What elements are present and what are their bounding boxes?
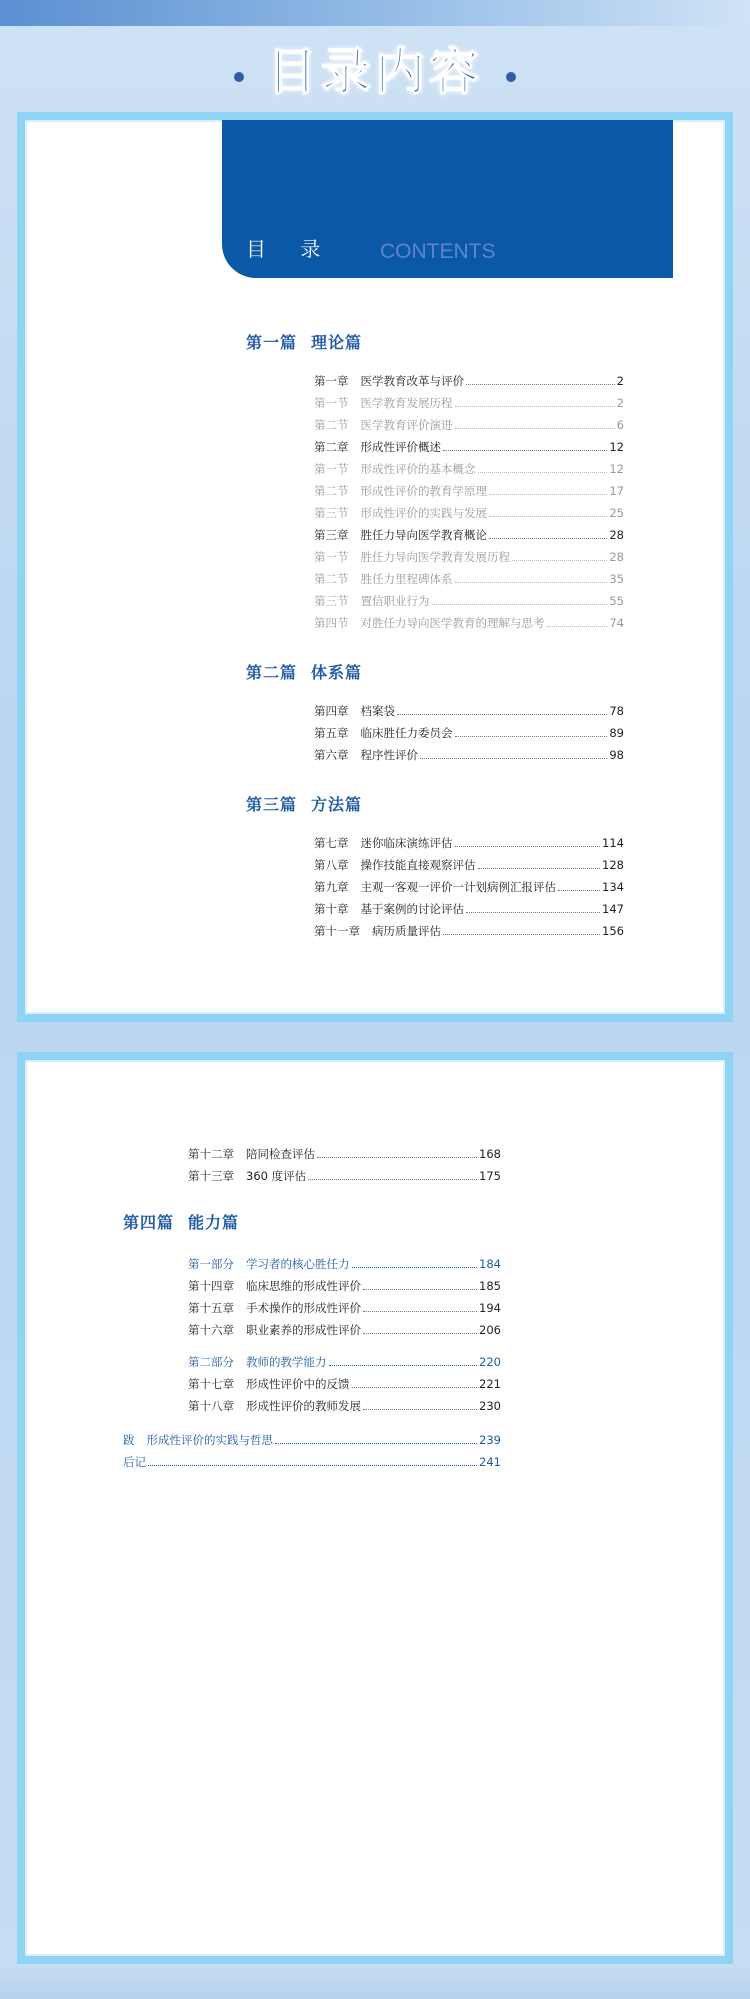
toc-entry-title: 医学教育改革与评价: [360, 374, 464, 388]
leader-dots: [489, 494, 607, 495]
toc-entry-page: 2: [616, 396, 624, 410]
toc-entry-label: 第十章: [314, 902, 349, 916]
leader-dots: [363, 1409, 477, 1410]
toc-entry[interactable]: [314, 502, 624, 524]
toc-entry-page: 168: [479, 1147, 501, 1161]
toc-entry[interactable]: [314, 612, 624, 634]
header-right-dot: [506, 72, 516, 82]
toc-entry-label: 第二节: [314, 418, 349, 432]
leader-dots: [466, 912, 600, 913]
toc-entry-label: 第三节: [314, 506, 349, 520]
toc-page-2: [17, 1052, 733, 1964]
toc-entry[interactable]: [314, 744, 624, 766]
toc-entry-label: 第五章: [314, 726, 349, 740]
toc-entry-label: 第三章: [314, 528, 349, 542]
leader-dots: [363, 1311, 477, 1312]
toc-entry-page: 230: [479, 1399, 501, 1413]
toc-entry-title: 360 度评估: [246, 1169, 307, 1183]
toc-entry-label: 第四章: [314, 704, 349, 718]
toc-entry-page: 175: [479, 1169, 501, 1183]
toc-entry-title: 陪同检查评估: [246, 1147, 315, 1161]
toc-page-1: [17, 112, 733, 1022]
leader-dots: [455, 428, 615, 429]
leader-dots: [317, 1157, 477, 1158]
toc-entry-label: 第十八章: [188, 1399, 234, 1413]
toc-entry-title: 档案袋: [360, 704, 395, 718]
toc-list: [188, 1253, 501, 1341]
toc-entry-page: 185: [479, 1279, 501, 1293]
toc-entry-page: 28: [609, 528, 624, 542]
leader-dots: [489, 516, 607, 517]
part-heading: [246, 792, 362, 815]
leader-dots: [275, 1443, 477, 1444]
toc-entry-page: 89: [609, 726, 624, 740]
toc-entry-title: 教师的教学能力: [246, 1355, 327, 1369]
leader-dots: [455, 406, 615, 407]
toc-list: [188, 1143, 501, 1187]
toc-list: [123, 1429, 501, 1473]
toc-entry-label: 第二节: [314, 572, 349, 586]
part-number: 第四篇: [123, 1213, 175, 1232]
toc-entry-title: 操作技能直接观察评估: [360, 858, 476, 872]
toc-entry[interactable]: [314, 854, 624, 876]
page-title: 目录内容: [267, 43, 483, 101]
toc-list: [314, 370, 624, 634]
toc-entry-title: 主观一客观一评价一计划病例汇报评估: [360, 880, 556, 894]
leader-dots: [478, 472, 608, 473]
toc-entry-label: 第一节: [314, 396, 349, 410]
toc-list: [314, 700, 624, 766]
toc-entry[interactable]: [314, 392, 624, 414]
toc-entry-page: 194: [479, 1301, 501, 1315]
toc-entry-label: 第一部分: [188, 1257, 234, 1271]
leader-dots: [397, 714, 607, 715]
leader-dots: [443, 934, 600, 935]
toc-entry-page: 114: [602, 836, 624, 850]
leader-dots: [308, 1179, 477, 1180]
toc-entry-label: 第十五章: [188, 1301, 234, 1315]
toc-entry-page: 17: [609, 484, 624, 498]
toc-entry-page: 239: [479, 1433, 501, 1447]
leader-dots: [547, 626, 608, 627]
toc-list: [188, 1351, 501, 1417]
toc-entry-title: 程序性评价: [360, 748, 418, 762]
part-number: 第三篇: [246, 795, 298, 814]
toc-entry-title: 胜任力导向医学教育发展历程: [360, 550, 510, 564]
toc-entry-title: 基于案例的讨论评估: [360, 902, 464, 916]
toc-entry[interactable]: [314, 458, 624, 480]
toc-entry-label: 第十二章: [188, 1147, 234, 1161]
toc-entry-label: 第十一章: [314, 924, 360, 938]
contents-banner: [222, 120, 673, 278]
part-heading: [246, 330, 362, 353]
toc-entry-page: 206: [479, 1323, 501, 1337]
toc-entry-title: 形成性评价中的反馈: [246, 1377, 350, 1391]
leader-dots: [455, 582, 608, 583]
toc-entry-title: 职业素养的形成性评价: [246, 1323, 361, 1337]
toc-entry-page: 12: [609, 462, 624, 476]
leader-dots: [455, 846, 601, 847]
toc-entry-page: 12: [609, 440, 624, 454]
toc-entry[interactable]: [188, 1319, 501, 1341]
toc-entry[interactable]: [123, 1451, 501, 1473]
toc-entry[interactable]: [188, 1253, 501, 1275]
toc-entry-page: 221: [479, 1377, 501, 1391]
toc-entry-title: 医学教育发展历程: [360, 396, 453, 410]
leader-dots: [352, 1267, 478, 1268]
header-left-dot: [234, 72, 244, 82]
part-name: 能力篇: [188, 1213, 240, 1232]
toc-entry-title: 迷你临床演练评估: [360, 836, 453, 850]
toc-entry[interactable]: [314, 546, 624, 568]
toc-entry-title: 病历质量评估: [372, 924, 441, 938]
toc-entry[interactable]: [314, 590, 624, 612]
toc-entry-title: 形成性评价的教育学原理: [360, 484, 487, 498]
part-name: 方法篇: [311, 795, 363, 814]
toc-entry-label: 第一节: [314, 550, 349, 564]
toc-entry[interactable]: [314, 722, 624, 744]
toc-entry[interactable]: [314, 370, 624, 392]
toc-entry-page: 35: [609, 572, 624, 586]
toc-entry-title: 形成性评价的实践与发展: [360, 506, 487, 520]
toc-entry-title: 对胜任力导向医学教育的理解与思考: [360, 616, 545, 630]
leader-dots: [558, 890, 600, 891]
toc-entry[interactable]: [314, 436, 624, 458]
toc-entry-title: 手术操作的形成性评价: [246, 1301, 361, 1315]
toc-entry-title: 胜任力里程碑体系: [360, 572, 453, 586]
part-name: 体系篇: [311, 663, 363, 682]
leader-dots: [363, 1289, 477, 1290]
toc-entry-label: 第十七章: [188, 1377, 234, 1391]
leader-dots: [489, 538, 607, 539]
leader-dots: [420, 758, 607, 759]
leader-dots: [352, 1387, 478, 1388]
toc-entry-label: 第八章: [314, 858, 349, 872]
toc-entry[interactable]: [314, 568, 624, 590]
toc-entry[interactable]: [188, 1143, 501, 1165]
toc-entry-page: 156: [602, 924, 624, 938]
toc-entry-label: 第十六章: [188, 1323, 234, 1337]
part-number: 第二篇: [246, 663, 298, 682]
toc-entry[interactable]: [314, 480, 624, 502]
toc-entry-label: 跋: [123, 1433, 135, 1447]
toc-entry-title: 形成性评价的教师发展: [246, 1399, 361, 1413]
toc-entry-page: 74: [609, 616, 624, 630]
toc-entry-page: 25: [609, 506, 624, 520]
toc-entry[interactable]: [314, 700, 624, 722]
banner-contents-label: CONTENTS: [380, 240, 496, 263]
toc-entry[interactable]: [188, 1395, 501, 1417]
toc-entry-page: 128: [602, 858, 624, 872]
toc-entry-title: 形成性评价概述: [360, 440, 441, 454]
toc-entry-title: 置信职业行为: [360, 594, 430, 608]
leader-dots: [512, 560, 607, 561]
toc-entry[interactable]: [188, 1297, 501, 1319]
toc-entry[interactable]: [314, 832, 624, 854]
toc-entry[interactable]: [123, 1429, 501, 1451]
toc-entry-title: 临床胜任力委员会: [360, 726, 453, 740]
leader-dots: [443, 450, 607, 451]
toc-entry[interactable]: [188, 1275, 501, 1297]
toc-entry-label: 第三节: [314, 594, 349, 608]
toc-entry-label: 第二节: [314, 484, 349, 498]
toc-entry[interactable]: [314, 920, 624, 942]
toc-entry[interactable]: [188, 1351, 501, 1373]
top-decoration-strip: [0, 0, 750, 26]
leader-dots: [478, 868, 601, 869]
bottom-decoration-strip: [0, 1964, 750, 1999]
toc-entry-page: 134: [602, 880, 624, 894]
toc-entry[interactable]: [188, 1165, 501, 1187]
toc-entry-page: 147: [602, 902, 624, 916]
toc-entry-title: 胜任力导向医学教育概论: [360, 528, 487, 542]
toc-list: [314, 832, 624, 942]
part-heading: [123, 1210, 239, 1233]
toc-entry-label: 第七章: [314, 836, 349, 850]
part-heading: [246, 660, 362, 683]
toc-entry[interactable]: [188, 1373, 501, 1395]
toc-entry-title: 形成性评价的基本概念: [360, 462, 476, 476]
toc-entry-label: 第二章: [314, 440, 349, 454]
toc-entry-label: 第二部分: [188, 1355, 234, 1369]
toc-entry-label: 后记: [123, 1455, 146, 1469]
toc-entry[interactable]: [314, 524, 624, 546]
leader-dots: [455, 736, 608, 737]
toc-entry-label: 第九章: [314, 880, 349, 894]
toc-entry-label: 第一节: [314, 462, 349, 476]
toc-entry-label: 第一章: [314, 374, 349, 388]
toc-entry-title: 医学教育评价演进: [360, 418, 453, 432]
toc-entry[interactable]: [314, 414, 624, 436]
toc-entry[interactable]: [314, 898, 624, 920]
part-name: 理论篇: [311, 333, 363, 352]
leader-dots: [148, 1465, 477, 1466]
toc-entry[interactable]: [314, 876, 624, 898]
toc-entry-page: 220: [479, 1355, 501, 1369]
toc-entry-page: 184: [479, 1257, 501, 1271]
leader-dots: [466, 384, 615, 385]
toc-entry-page: 2: [616, 374, 624, 388]
toc-entry-page: 78: [609, 704, 624, 718]
toc-entry-page: 98: [609, 748, 624, 762]
toc-entry-page: 28: [609, 550, 624, 564]
page-header: [0, 26, 750, 110]
toc-entry-title: 临床思维的形成性评价: [246, 1279, 361, 1293]
toc-entry-page: 6: [616, 418, 624, 432]
toc-entry-title: 学习者的核心胜任力: [246, 1257, 350, 1271]
leader-dots: [432, 604, 608, 605]
toc-entry-label: 第六章: [314, 748, 349, 762]
toc-entry-label: 第十三章: [188, 1169, 234, 1183]
banner-mulu-label: 目 录: [246, 237, 335, 261]
leader-dots: [329, 1365, 478, 1366]
toc-entry-title: 形成性评价的实践与哲思: [146, 1433, 273, 1447]
part-number: 第一篇: [246, 333, 298, 352]
toc-entry-label: 第四节: [314, 616, 349, 630]
toc-entry-label: 第十四章: [188, 1279, 234, 1293]
toc-entry-page: 55: [609, 594, 624, 608]
leader-dots: [363, 1333, 477, 1334]
toc-entry-page: 241: [479, 1455, 501, 1469]
